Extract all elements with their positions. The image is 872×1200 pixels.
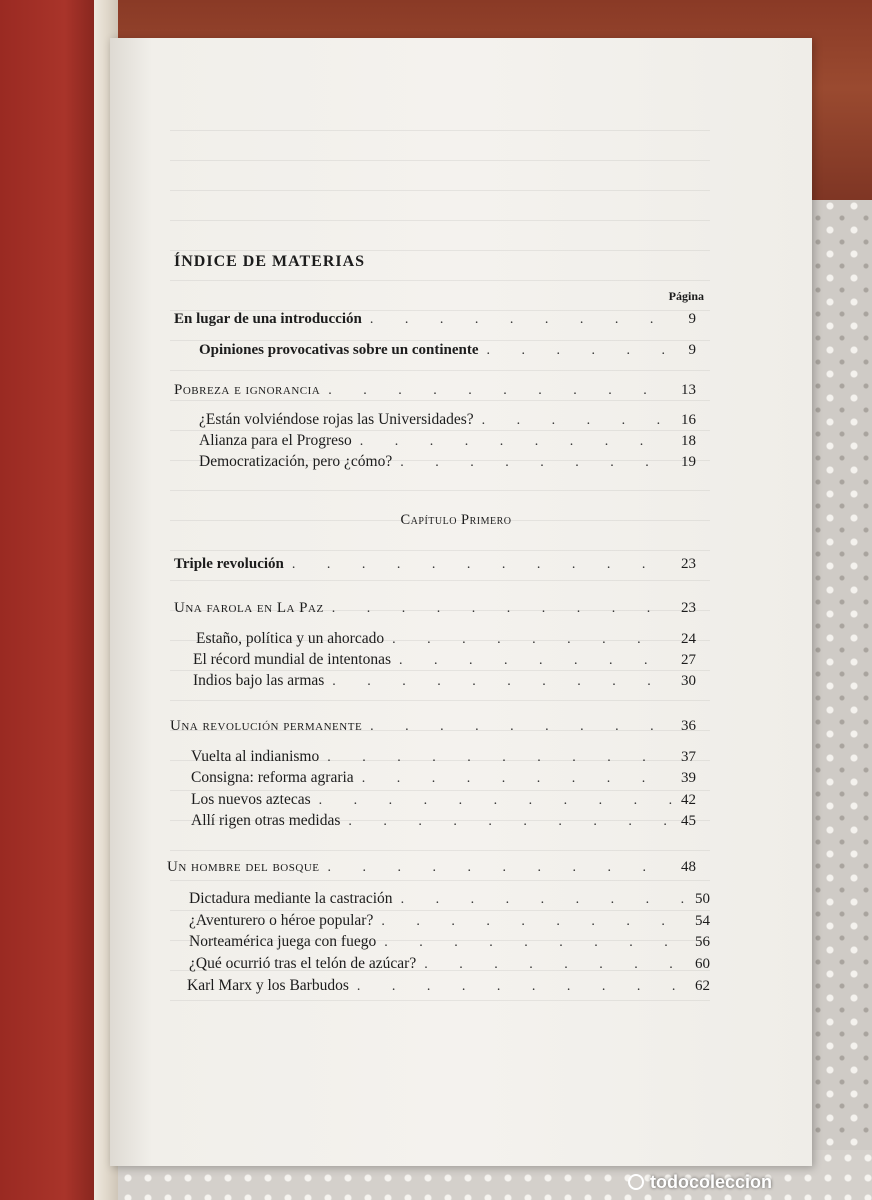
toc-entry-title: Norteamérica juega con fuego	[189, 933, 377, 950]
toc-entry-page: 36	[681, 718, 696, 734]
toc-entry-title: Indios bajo las armas	[193, 672, 325, 689]
toc-title: ÍNDICE DE MATERIAS	[174, 253, 366, 270]
toc-entry-title: Vuelta al indianismo	[191, 748, 320, 765]
toc-entry	[193, 649, 696, 671]
toc-entry-page: 39	[681, 770, 696, 786]
toc-entry	[187, 975, 710, 997]
leader-dots	[360, 431, 673, 453]
leader-dots	[362, 768, 673, 790]
toc-entry-page: 60	[695, 956, 710, 972]
toc-entry	[199, 451, 696, 473]
leader-dots	[401, 889, 687, 911]
toc-entry-title: Triple revolución	[174, 556, 284, 572]
leader-dots	[482, 410, 673, 432]
toc-entry-title: Dictadura mediante la castración	[189, 890, 393, 907]
toc-entry	[174, 308, 696, 330]
leader-dots	[328, 380, 673, 402]
leader-dots	[348, 811, 673, 833]
toc-entry-page: 23	[681, 556, 696, 572]
toc-entry-page: 62	[695, 978, 710, 994]
leader-dots	[399, 650, 673, 672]
toc-entry-page: 37	[681, 749, 696, 765]
leader-dots	[486, 340, 680, 362]
toc-entry-page: 19	[681, 454, 696, 470]
leader-dots	[332, 598, 673, 620]
leader-dots	[357, 976, 687, 998]
chapter-heading: Capítulo Primero	[400, 512, 512, 528]
toc-entry	[191, 810, 696, 832]
toc-entry-page: 48	[681, 859, 696, 875]
toc-entry	[199, 339, 696, 361]
leader-dots	[327, 747, 673, 769]
toc-entry-page: 27	[681, 652, 696, 668]
toc-entry-title: El récord mundial de intentonas	[193, 651, 391, 668]
toc-entry-page: 50	[695, 891, 710, 907]
toc-entry	[167, 856, 696, 878]
toc-entry	[189, 910, 710, 932]
toc-entry	[191, 789, 696, 811]
toc-entry	[193, 670, 696, 692]
toc-entry-page: 23	[681, 600, 696, 616]
leader-dots	[424, 954, 687, 976]
toc-entry-page: 18	[681, 433, 696, 449]
toc-entry-page: 30	[681, 673, 696, 689]
leader-dots	[381, 911, 687, 933]
toc-entry-page: 9	[688, 342, 696, 358]
toc-entry-title: Un hombre del bosque	[167, 859, 320, 875]
toc-entry-title: Karl Marx y los Barbudos	[187, 977, 349, 994]
toc-entry	[170, 715, 696, 737]
leader-dots	[327, 857, 673, 879]
toc-entry-title: Consigna: reforma agraria	[191, 769, 354, 786]
watermark-text: todocoleccion	[650, 1171, 773, 1192]
watermark	[628, 1170, 858, 1194]
toc-entry-title: Alianza para el Progreso	[199, 432, 352, 449]
toc-entry-title: Una revolución permanente	[170, 718, 363, 734]
toc-entry-title: Pobreza e ignorancia	[174, 382, 321, 398]
leader-dots	[332, 671, 673, 693]
toc-entry-title: Estaño, política y un ahorcado	[196, 630, 385, 647]
toc-entry-title: ¿Qué ocurrió tras el telón de azúcar?	[189, 955, 417, 972]
toc-entry-page: 45	[681, 813, 696, 829]
leader-dots	[400, 452, 673, 474]
leader-dots	[292, 554, 673, 576]
toc-entry-title: Allí rigen otras medidas	[191, 812, 341, 829]
toc-entry	[196, 628, 696, 650]
leader-dots	[370, 716, 673, 738]
toc-entry	[199, 409, 696, 431]
toc-entry-title: En lugar de una introducción	[174, 311, 362, 327]
toc-entry	[191, 746, 696, 768]
toc-entry	[174, 553, 696, 575]
toc-entry	[199, 430, 696, 452]
toc-entry-page: 16	[681, 412, 696, 428]
watermark-logo-icon	[628, 1174, 644, 1190]
toc-entry-page: 42	[681, 792, 696, 808]
toc-entry-title: Una farola en La Paz	[174, 600, 324, 616]
toc-entry	[191, 767, 696, 789]
toc-entry	[174, 379, 696, 401]
toc-entry	[189, 953, 710, 975]
toc-entry-title: ¿Están volviéndose rojas las Universidades?	[199, 411, 474, 428]
leader-dots	[392, 629, 673, 651]
toc-entry-title: Opiniones provocativas sobre un continente	[199, 342, 479, 358]
toc-entry-title: Los nuevos aztecas	[191, 791, 311, 808]
toc-entry-page: 56	[695, 934, 710, 950]
toc-entry	[189, 931, 710, 953]
leader-dots	[319, 790, 673, 812]
leader-dots	[384, 932, 687, 954]
toc-entry-page: 9	[688, 311, 696, 327]
page-column-header: Página	[668, 289, 704, 303]
toc-entry-title: Democratización, pero ¿cómo?	[199, 453, 393, 470]
toc-entry	[189, 888, 710, 910]
toc-entry-title: ¿Aventurero o héroe popular?	[189, 912, 374, 929]
leader-dots	[370, 309, 681, 331]
toc-entry	[174, 597, 696, 619]
toc-entry-page: 24	[681, 631, 696, 647]
toc-entry-page: 13	[681, 382, 696, 398]
toc-entry-page: 54	[695, 913, 710, 929]
